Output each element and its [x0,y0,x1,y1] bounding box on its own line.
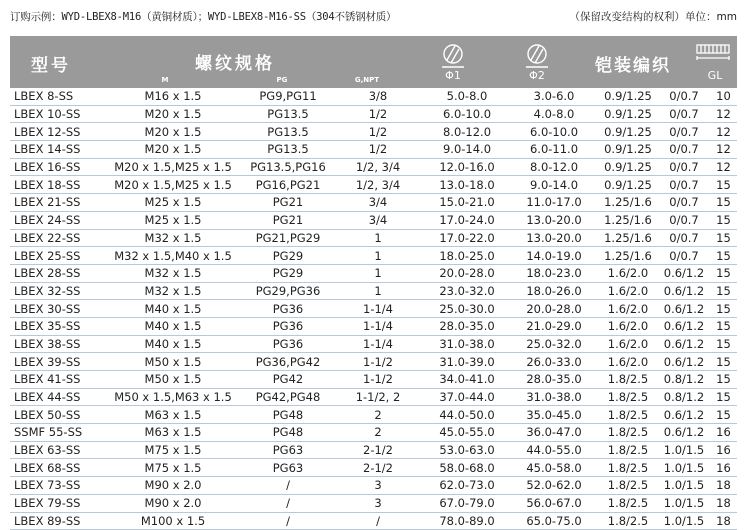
cell-thread-gnpt: 2-1/2 [332,441,424,459]
cell-thread-pg: / [244,494,332,512]
cell-thread-pg: PG13.5 [244,123,332,141]
cell-armor-a: 1.25/1.6 [598,247,658,265]
cell-thread-m: M50 x 1.5 [102,371,244,389]
cell-thread-m: M100 x 1.5 [102,512,244,530]
cell-phi2: 65.0-75.0 [510,512,598,530]
cell-armor-b: 1.0/1.5 [658,441,710,459]
cell-armor-a: 1.25/1.6 [598,194,658,212]
cell-thread-m: M75 x 1.5 [102,459,244,477]
cell-thread-m: M63 x 1.5 [102,406,244,424]
cell-model: LBEX 18-SS [10,176,102,194]
cell-gl: 15 [710,247,737,265]
cell-armor-b: 0/0.7 [658,158,710,176]
cell-thread-pg: PG21 [244,211,332,229]
cell-gl: 12 [710,158,737,176]
header-pg: PG [276,76,288,84]
cell-thread-gnpt: 1 [332,247,424,265]
cell-gl: 15 [710,264,737,282]
cell-model: LBEX 50-SS [10,406,102,424]
header-model: 型号 [31,56,71,76]
table-row [10,88,737,105]
cell-thread-gnpt: 1-1/4 [332,335,424,353]
cell-phi1: 37.0-44.0 [424,388,510,406]
cell-thread-m: M90 x 2.0 [102,477,244,495]
cell-gl: 15 [710,371,737,389]
cell-phi1: 18.0-25.0 [424,247,510,265]
table-row [10,388,737,406]
cell-armor-b: 0/0.7 [658,123,710,141]
table-row [10,123,737,141]
top-info-bar [0,0,747,30]
table-row [10,194,737,212]
cell-armor-a: 0.9/1.25 [598,176,658,194]
cell-thread-pg: PG13.5,PG16 [244,158,332,176]
cell-model: LBEX 38-SS [10,335,102,353]
cell-gl: 12 [710,105,737,123]
cell-gl: 16 [710,459,737,477]
cell-model: LBEX 32-SS [10,282,102,300]
table-row [10,158,737,176]
cell-armor-b: 0.6/1.2 [658,335,710,353]
cell-gl: 12 [710,141,737,159]
cell-thread-gnpt: 2 [332,406,424,424]
cell-phi2: 45.0-58.0 [510,459,598,477]
cell-armor-a: 1.8/2.5 [598,371,658,389]
table-row [10,406,737,424]
cell-phi1: 34.0-41.0 [424,371,510,389]
cell-gl: 16 [710,441,737,459]
cell-gl: 15 [710,317,737,335]
cell-phi2: 8.0-12.0 [510,158,598,176]
cell-armor-b: 0/0.7 [658,194,710,212]
cell-thread-gnpt: 1-1/2, 2 [332,388,424,406]
cell-thread-pg: PG21 [244,194,332,212]
cell-model: LBEX 12-SS [10,123,102,141]
cell-phi2: 4.0-8.0 [510,105,598,123]
cell-thread-m: M20 x 1.5,M25 x 1.5 [102,158,244,176]
cell-armor-b: 0.8/1.2 [658,388,710,406]
cell-thread-m: M20 x 1.5 [102,141,244,159]
cell-phi2: 11.0-17.0 [510,194,598,212]
header-gl: GL [707,69,723,82]
cell-phi1: 8.0-12.0 [424,123,510,141]
cell-armor-a: 1.6/2.0 [598,282,658,300]
cell-model: LBEX 25-SS [10,247,102,265]
cell-thread-gnpt: 2 [332,424,424,442]
header-thread: 螺纹规格 [195,54,275,74]
cell-phi1: 31.0-38.0 [424,335,510,353]
cell-model: LBEX 24-SS [10,211,102,229]
cell-model: LBEX 28-SS [10,264,102,282]
cell-armor-a: 1.6/2.0 [598,317,658,335]
cell-phi1: 20.0-28.0 [424,264,510,282]
rights-unit-text: （保留改变结构的权利）单位：mm [569,11,737,23]
cell-phi1: 5.0-8.0 [424,88,510,105]
cell-thread-pg: / [244,477,332,495]
cell-gl: 15 [710,335,737,353]
cell-model: LBEX 21-SS [10,194,102,212]
header-phi1: Φ1 [445,69,461,82]
table-row [10,424,737,442]
cell-armor-b: 0.6/1.2 [658,353,710,371]
table-header [10,36,737,88]
table-row [10,282,737,300]
header-m: M [161,76,169,84]
cell-model: LBEX 8-SS [10,88,102,105]
cell-thread-pg: PG29,PG36 [244,282,332,300]
cell-armor-a: 0.9/1.25 [598,105,658,123]
cell-armor-a: 1.8/2.5 [598,459,658,477]
cell-model: LBEX 73-SS [10,477,102,495]
cell-phi1: 78.0-89.0 [424,512,510,530]
header-gnpt: G,NPT [354,76,380,84]
cell-armor-a: 1.6/2.0 [598,300,658,318]
cell-armor-b: 0.6/1.2 [658,424,710,442]
cell-phi1: 15.0-21.0 [424,194,510,212]
cell-armor-a: 0.9/1.25 [598,123,658,141]
cell-armor-b: 0.6/1.2 [658,317,710,335]
cell-gl: 15 [710,211,737,229]
cell-armor-a: 1.8/2.5 [598,494,658,512]
cell-gl: 10 [710,88,737,105]
table-row [10,494,737,512]
cell-armor-b: 1.0/1.5 [658,477,710,495]
table-row [10,247,737,265]
cell-armor-b: 0.6/1.2 [658,300,710,318]
cell-phi1: 17.0-24.0 [424,211,510,229]
cell-armor-a: 1.8/2.5 [598,424,658,442]
cell-model: LBEX 10-SS [10,105,102,123]
cell-thread-pg: PG42,PG48 [244,388,332,406]
cell-phi1: 13.0-18.0 [424,176,510,194]
cell-thread-m: M20 x 1.5 [102,105,244,123]
cell-armor-b: 0/0.7 [658,229,710,247]
cell-phi2: 20.0-28.0 [510,300,598,318]
cell-phi1: 17.0-22.0 [424,229,510,247]
cell-phi2: 13.0-20.0 [510,211,598,229]
phi2-gland-icon [522,41,552,69]
table-row [10,459,737,477]
cell-gl: 15 [710,388,737,406]
cell-thread-m: M32 x 1.5,M40 x 1.5 [102,247,244,265]
cell-phi2: 6.0-10.0 [510,123,598,141]
cell-thread-m: M50 x 1.5 [102,353,244,371]
cell-thread-pg: PG21,PG29 [244,229,332,247]
cell-armor-a: 1.8/2.5 [598,388,658,406]
cell-thread-m: M25 x 1.5 [102,211,244,229]
cell-thread-pg: PG42 [244,371,332,389]
cell-phi1: 45.0-55.0 [424,424,510,442]
cell-gl: 12 [710,123,737,141]
cell-armor-a: 1.8/2.5 [598,441,658,459]
cell-thread-m: M20 x 1.5,M25 x 1.5 [102,176,244,194]
cell-thread-gnpt: 3/4 [332,211,424,229]
cell-thread-pg: PG29 [244,247,332,265]
cell-armor-a: 1.8/2.5 [598,477,658,495]
cell-phi2: 13.0-20.0 [510,229,598,247]
cell-thread-m: M32 x 1.5 [102,264,244,282]
cell-phi2: 14.0-19.0 [510,247,598,265]
spec-table [10,88,737,530]
table-row [10,353,737,371]
cell-gl: 15 [710,194,737,212]
cell-thread-gnpt: 3 [332,494,424,512]
cell-gl: 15 [710,353,737,371]
cell-phi2: 35.0-45.0 [510,406,598,424]
cell-gl: 15 [710,176,737,194]
cell-thread-m: M90 x 2.0 [102,494,244,512]
cell-thread-m: M50 x 1.5,M63 x 1.5 [102,388,244,406]
cell-armor-a: 1.6/2.0 [598,353,658,371]
cell-gl: 15 [710,282,737,300]
cell-armor-b: 0.8/1.2 [658,371,710,389]
cell-gl: 15 [710,229,737,247]
cell-thread-gnpt: 1/2, 3/4 [332,176,424,194]
cell-armor-b: 0/0.7 [658,105,710,123]
cell-phi2: 9.0-14.0 [510,176,598,194]
cell-thread-gnpt: 3 [332,477,424,495]
header-armor: 铠装编织 [595,56,671,76]
cell-armor-a: 1.25/1.6 [598,229,658,247]
cell-armor-b: 0.6/1.2 [658,264,710,282]
cell-thread-m: M40 x 1.5 [102,300,244,318]
table-row [10,229,737,247]
cell-model: LBEX 39-SS [10,353,102,371]
cell-model: LBEX 14-SS [10,141,102,159]
cell-thread-m: M32 x 1.5 [102,282,244,300]
cell-thread-pg: PG36,PG42 [244,353,332,371]
cell-model: LBEX 41-SS [10,371,102,389]
cell-phi2: 6.0-11.0 [510,141,598,159]
cell-thread-pg: PG13.5 [244,141,332,159]
cell-thread-m: M63 x 1.5 [102,424,244,442]
cell-phi2: 18.0-26.0 [510,282,598,300]
cell-thread-gnpt: 1-1/2 [332,371,424,389]
cell-thread-pg: / [244,512,332,530]
cell-model: LBEX 63-SS [10,441,102,459]
cell-phi2: 26.0-33.0 [510,353,598,371]
cell-thread-pg: PG48 [244,424,332,442]
cell-phi2: 18.0-23.0 [510,264,598,282]
cell-phi1: 62.0-73.0 [424,477,510,495]
cell-phi1: 25.0-30.0 [424,300,510,318]
cell-thread-gnpt: 1-1/2 [332,353,424,371]
cell-phi2: 31.0-38.0 [510,388,598,406]
cell-thread-gnpt: 3/4 [332,194,424,212]
cell-model: LBEX 35-SS [10,317,102,335]
cell-thread-gnpt: 1/2 [332,105,424,123]
cell-armor-b: 1.0/1.5 [658,494,710,512]
table-row [10,211,737,229]
cell-model: LBEX 22-SS [10,229,102,247]
cell-model: LBEX 30-SS [10,300,102,318]
cell-phi2: 52.0-62.0 [510,477,598,495]
cell-armor-b: 0/0.7 [658,88,710,105]
cell-gl: 18 [710,512,737,530]
cell-thread-m: M40 x 1.5 [102,317,244,335]
cell-thread-gnpt: 1/2 [332,123,424,141]
cell-armor-a: 1.6/2.0 [598,264,658,282]
cell-thread-gnpt: 1/2, 3/4 [332,158,424,176]
table-row [10,512,737,530]
cell-thread-pg: PG36 [244,335,332,353]
cell-thread-m: M25 x 1.5 [102,194,244,212]
cell-phi1: 28.0-35.0 [424,317,510,335]
cell-armor-b: 0.6/1.2 [658,282,710,300]
cell-armor-a: 1.6/2.0 [598,335,658,353]
table-row [10,441,737,459]
cell-armor-b: 1.0/1.5 [658,459,710,477]
cell-gl: 16 [710,424,737,442]
table-row [10,141,737,159]
cell-phi1: 6.0-10.0 [424,105,510,123]
cell-thread-gnpt: 1 [332,264,424,282]
cell-thread-pg: PG29 [244,264,332,282]
cell-gl: 18 [710,477,737,495]
cell-phi1: 58.0-68.0 [424,459,510,477]
table-row [10,317,737,335]
cell-phi2: 21.0-29.0 [510,317,598,335]
cell-phi2: 3.0-6.0 [510,88,598,105]
cell-model: LBEX 16-SS [10,158,102,176]
cell-armor-b: 0.6/1.2 [658,406,710,424]
cell-thread-pg: PG63 [244,459,332,477]
cell-armor-b: 0/0.7 [658,247,710,265]
cell-thread-pg: PG48 [244,406,332,424]
cell-phi2: 44.0-55.0 [510,441,598,459]
cell-thread-m: M75 x 1.5 [102,441,244,459]
cell-thread-pg: PG63 [244,441,332,459]
cell-model: LBEX 44-SS [10,388,102,406]
cell-phi1: 53.0-63.0 [424,441,510,459]
cell-model: LBEX 79-SS [10,494,102,512]
cell-thread-gnpt: 1-1/4 [332,300,424,318]
cell-phi1: 12.0-16.0 [424,158,510,176]
cell-phi1: 23.0-32.0 [424,282,510,300]
cell-phi1: 31.0-39.0 [424,353,510,371]
cell-armor-b: 0/0.7 [658,211,710,229]
cell-armor-a: 0.9/1.25 [598,158,658,176]
table-row [10,300,737,318]
cell-thread-gnpt: 1 [332,229,424,247]
header-phi2: Φ2 [529,69,545,82]
cell-thread-pg: PG9,PG11 [244,88,332,105]
cell-armor-a: 0.9/1.25 [598,88,658,105]
cell-thread-m: M32 x 1.5 [102,229,244,247]
cell-thread-m: M40 x 1.5 [102,335,244,353]
table-row [10,176,737,194]
cell-thread-gnpt: 1-1/4 [332,317,424,335]
cell-phi2: 28.0-35.0 [510,371,598,389]
table-row [10,264,737,282]
cell-armor-a: 1.8/2.5 [598,512,658,530]
cell-thread-gnpt: / [332,512,424,530]
cell-thread-m: M16 x 1.5 [102,88,244,105]
cell-gl: 15 [710,406,737,424]
cell-model: LBEX 68-SS [10,459,102,477]
table-row [10,105,737,123]
cell-thread-pg: PG36 [244,317,332,335]
cell-phi1: 67.0-79.0 [424,494,510,512]
cell-armor-a: 1.25/1.6 [598,211,658,229]
gl-thread-icon [694,40,732,62]
cell-phi1: 44.0-50.0 [424,406,510,424]
cell-phi2: 56.0-67.0 [510,494,598,512]
order-example-text: 订购示例：WYD-LBEX8-M16（黄铜材质）；WYD-LBEX8-M16-SS（304不锈钢材质） [10,11,397,23]
cell-model: LBEX 89-SS [10,512,102,530]
cell-armor-b: 0/0.7 [658,176,710,194]
cell-phi2: 36.0-47.0 [510,424,598,442]
cell-phi1: 9.0-14.0 [424,141,510,159]
cell-model: SSMF 55-SS [10,424,102,442]
cell-thread-gnpt: 1 [332,282,424,300]
cell-phi2: 25.0-32.0 [510,335,598,353]
cell-armor-a: 1.8/2.5 [598,406,658,424]
cell-thread-m: M20 x 1.5 [102,123,244,141]
cell-thread-gnpt: 3/8 [332,88,424,105]
table-row [10,477,737,495]
table-row [10,371,737,389]
cell-thread-pg: PG16,PG21 [244,176,332,194]
cell-armor-a: 0.9/1.25 [598,141,658,159]
phi1-gland-icon [438,41,468,69]
cell-thread-pg: PG36 [244,300,332,318]
cell-gl: 18 [710,494,737,512]
cell-armor-b: 0/0.7 [658,141,710,159]
table-row [10,335,737,353]
cell-thread-gnpt: 1/2 [332,141,424,159]
cell-armor-b: 1.0/1.5 [658,512,710,530]
cell-thread-pg: PG13.5 [244,105,332,123]
cell-gl: 15 [710,300,737,318]
cell-thread-gnpt: 2-1/2 [332,459,424,477]
